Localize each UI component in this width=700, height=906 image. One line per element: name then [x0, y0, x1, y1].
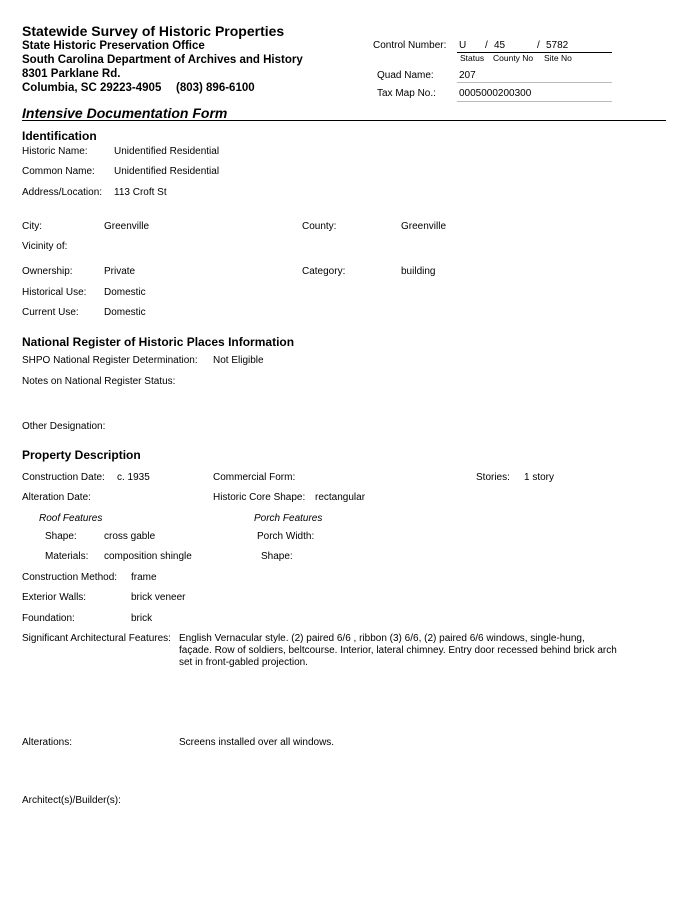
- site-no-caption: Site No: [544, 53, 572, 63]
- street-address: 8301 Parklane Rd.: [22, 68, 121, 80]
- vicinity-label: Vicinity of:: [22, 241, 68, 252]
- architectural-features-value: English Vernacular style. (2) paired 6/6 , ribbon (3) 6/6, (2) paired 6/6 windows, single-hung, façade. Row of soldiers, beltcourse. Interior, lateral chimney. Entry door recessed behind brick arch set in front-gabled projection.: [179, 633, 617, 668]
- core-shape-label: Historic Core Shape:: [213, 492, 306, 503]
- control-number-label: Control Number:: [373, 40, 447, 51]
- historic-name-value: Unidentified Residential: [114, 146, 220, 157]
- quad-name-value: 207: [459, 70, 476, 81]
- office-name: State Historic Preservation Office: [22, 40, 205, 52]
- address-value: 113 Croft St: [114, 187, 167, 198]
- current-use-value: Domestic: [104, 307, 146, 318]
- construction-method-label: Construction Method:: [22, 572, 118, 583]
- quad-name-label: Quad Name:: [377, 70, 434, 81]
- roof-materials-label: Materials:: [45, 551, 89, 562]
- alterations-value: Screens installed over all windows.: [179, 737, 335, 748]
- construction-date-label: Construction Date:: [22, 472, 105, 483]
- tax-map-label: Tax Map No.:: [377, 88, 436, 99]
- control-separator-1: /: [485, 40, 488, 51]
- architect-builder-label: Architect(s)/Builder(s):: [22, 795, 121, 806]
- foundation-label: Foundation:: [22, 613, 75, 624]
- foundation-value: brick: [131, 613, 153, 624]
- construction-method-value: frame: [131, 572, 157, 583]
- ownership-label: Ownership:: [22, 266, 73, 277]
- city-value: Greenville: [104, 221, 150, 232]
- common-name-label: Common Name:: [22, 166, 95, 177]
- stories-value: 1 story: [524, 472, 555, 483]
- historical-use-label: Historical Use:: [22, 287, 87, 298]
- porch-features-subheading: Porch Features: [254, 513, 323, 524]
- current-use-label: Current Use:: [22, 307, 79, 318]
- survey-title: Statewide Survey of Historic Properties: [22, 23, 285, 39]
- nr-determination-label: SHPO National Register Determination:: [22, 355, 198, 366]
- city-zip: Columbia, SC 29223-4905: [22, 82, 162, 94]
- address-label: Address/Location:: [22, 187, 103, 198]
- construction-date-value: c. 1935: [117, 472, 150, 483]
- alterations-label: Alterations:: [22, 737, 73, 748]
- phone-number: (803) 896-6100: [176, 82, 255, 94]
- exterior-walls-value: brick veneer: [131, 592, 186, 603]
- status-caption: Status: [460, 53, 485, 63]
- quad-name-underline: [457, 82, 612, 83]
- historic-name-label: Historic Name:: [22, 146, 88, 157]
- roof-shape-value: cross gable: [104, 531, 156, 542]
- stories-label: Stories:: [476, 472, 510, 483]
- title-divider: [22, 120, 666, 121]
- identification-heading: Identification: [22, 129, 97, 143]
- core-shape-value: rectangular: [315, 492, 366, 503]
- roof-features-subheading: Roof Features: [39, 513, 103, 524]
- property-description-heading: Property Description: [22, 448, 141, 462]
- control-county-no: 45: [494, 40, 506, 51]
- control-site-no: 5782: [546, 40, 569, 51]
- roof-materials-value: composition shingle: [104, 551, 192, 562]
- form-title: Intensive Documentation Form: [22, 105, 228, 121]
- historical-use-value: Domestic: [104, 287, 146, 298]
- tax-map-value: 0005000200300: [459, 88, 532, 99]
- roof-shape-label: Shape:: [45, 531, 77, 542]
- commercial-form-label: Commercial Form:: [213, 472, 296, 483]
- county-no-caption: County No: [493, 53, 534, 63]
- national-register-heading: National Register of Historic Places Information: [22, 335, 295, 349]
- porch-width-label: Porch Width:: [257, 531, 315, 542]
- architectural-features-label: Significant Architectural Features:: [22, 633, 171, 644]
- ownership-value: Private: [104, 266, 136, 277]
- control-status: U: [459, 40, 467, 51]
- other-designation-label: Other Designation:: [22, 421, 106, 432]
- category-label: Category:: [302, 266, 346, 277]
- alteration-date-label: Alteration Date:: [22, 492, 91, 503]
- nr-notes-label: Notes on National Register Status:: [22, 376, 176, 387]
- category-value: building: [401, 266, 436, 277]
- tax-map-underline: [457, 101, 612, 102]
- county-value: Greenville: [401, 221, 447, 232]
- department-name: South Carolina Department of Archives and History: [22, 54, 303, 66]
- county-label: County:: [302, 221, 337, 232]
- exterior-walls-label: Exterior Walls:: [22, 592, 87, 603]
- city-label: City:: [22, 221, 42, 232]
- control-separator-2: /: [537, 40, 540, 51]
- common-name-value: Unidentified Residential: [114, 166, 220, 177]
- nr-determination-value: Not Eligible: [213, 355, 264, 366]
- porch-shape-label: Shape:: [261, 551, 293, 562]
